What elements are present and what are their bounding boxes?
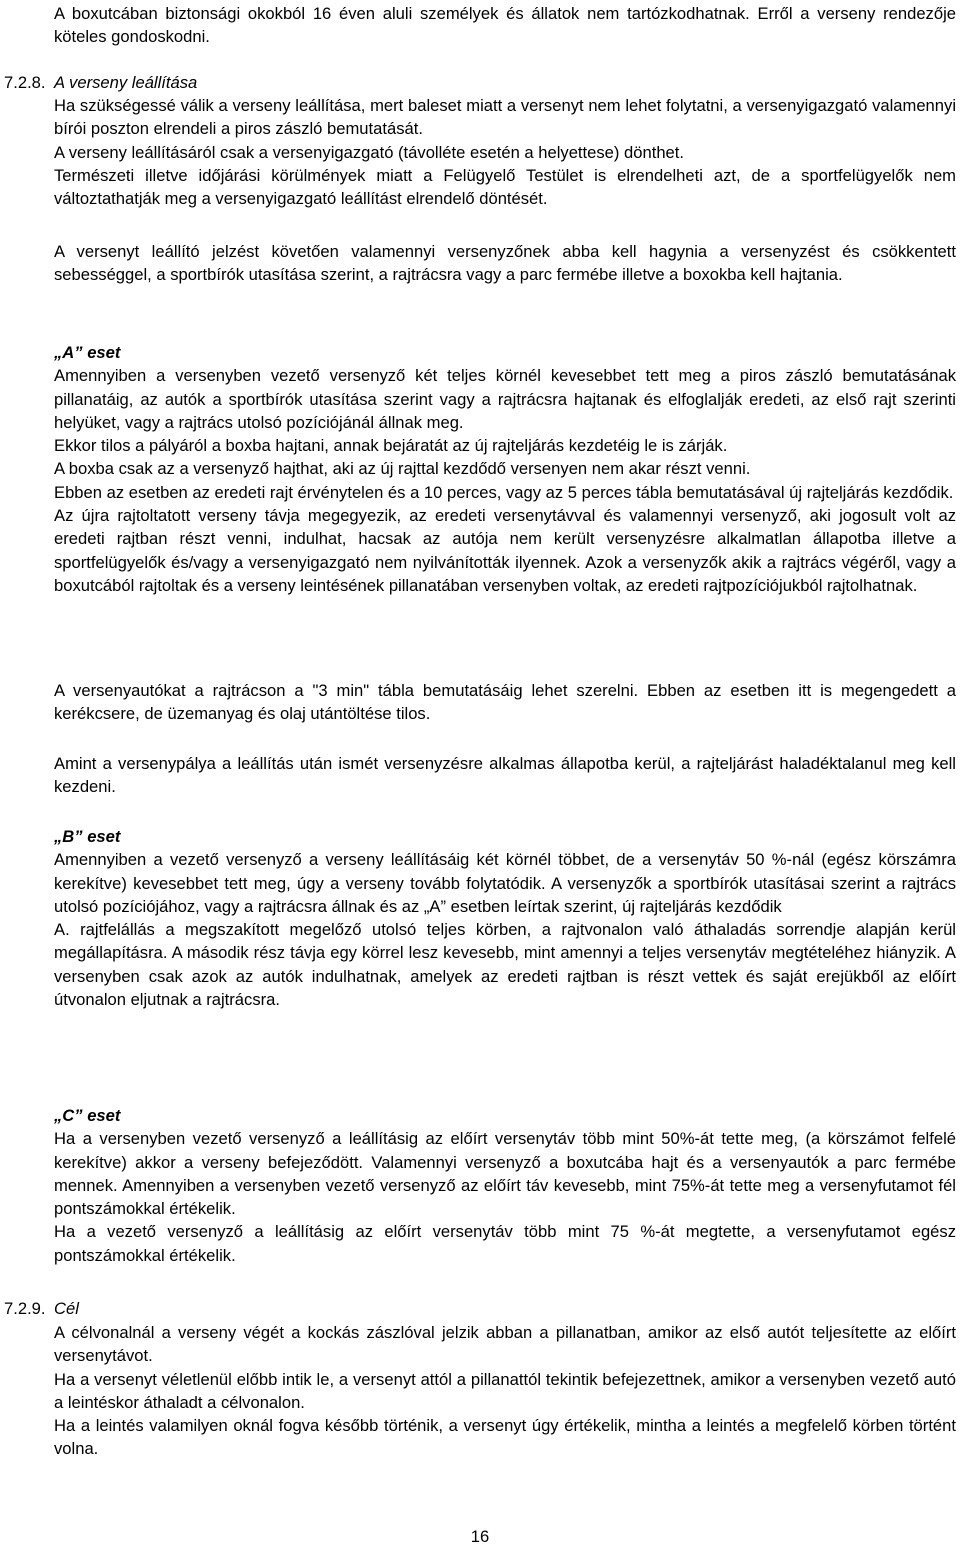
page-number: 16 <box>470 1527 490 1546</box>
case-b-title: „B” eset <box>54 827 121 846</box>
paragraph-line: Ha a leintés valamilyen oknál fogva később történik, a versenyt úgy értékelik, mintha a leintés a megfelelő körben történt volna. <box>54 1416 956 1459</box>
case-c-title: „C” eset <box>54 1106 121 1125</box>
section-728-heading <box>4 71 197 94</box>
paragraph-line: A boxba csak az a versenyző hajthat, aki az új rajttal kezdődő versenyen nem akar részt venni. <box>54 459 751 479</box>
case-c-block <box>54 1104 956 1267</box>
paragraph-line: Az újra rajtoltatott verseny távja megegyezik, az eredeti versenytávval és valamennyi versenyző, aki jogosult volt az eredeti rajtban részt venni, indulhat, hacsak az autója nem került versenyzésre alkalmatlan állapotba illetve a sportfelügyelők és/vagy a versenyigazgató nem nyilvánították ilyennek. Azok a versenyzők akik a rajtrács végéről, vagy a boxutcából rajtoltak és a verseny leintésének pillanatában versenyben voltak, az eredeti rajtpozíciójukból rajtolhatnak. <box>54 506 956 595</box>
section-729-heading <box>4 1297 79 1320</box>
section-728-para-1 <box>54 94 956 210</box>
paragraph-line: A célvonalnál a verseny végét a kockás zászlóval jelzik abban a pillanatban, amikor az első autót teljesítette az előírt versenytávot. <box>54 1323 956 1366</box>
case-a-title: „A” eset <box>54 343 121 362</box>
paragraph-line: Ebben az esetben az eredeti rajt érvénytelen és a 10 perces, vagy az 5 perces tábla bemutatásával új rajteljárás kezdődik. <box>54 482 954 502</box>
paragraph-line: A versenyt leállító jelzést követően valamennyi versenyzőnek abba kell hagynia a versenyzést és csökkentett sebességgel, a sportbírók utasítása szerint, a rajtrácsra vagy a parc fermébe illetve a boxokba kell hajtania. <box>54 242 956 285</box>
section-729-body <box>54 1321 956 1461</box>
paragraph-line: Ha a versenyt véletlenül előbb intik le, a versenyt attól a pillanattól tekintik befejezettnek, amikor a versenyben vezető autó a leintéskor áthaladt a célvonalon. <box>54 1369 956 1412</box>
case-b-block <box>54 825 956 1011</box>
intro-paragraph <box>54 2 956 49</box>
section-728-number: 7.2.8. <box>4 73 46 92</box>
paragraph-line: Amint a versenypálya a leállítás után ismét versenyzésre alkalmas állapotba kerül, a rajteljárást haladéktalanul meg kell kezdeni. <box>54 754 956 797</box>
case-a-restart-paragraph <box>54 752 956 799</box>
paragraph-line: Ha szükségessé válik a verseny leállítása, mert baleset miatt a versenyt nem lehet folytatni, a versenyigazgató valamennyi bírói poszton elrendeli a piros zászló bemutatását. <box>54 96 956 139</box>
paragraph-line: A. rajtfelállás a megszakított megelőző utolsó teljes körben, a rajtvonalon való áthaladás sorrendje alapján kerül megállapításra. A második rész távja egy körrel lesz kevesebb, mint amennyi a teljes versenytáv megtételéhez hiányzik. A versenyben csak azok az autók indulhatnak, amelyek az eredeti rajtban is részt vettek és saját erejükből az előírt útvonalon eljutnak a rajtrácsra. <box>54 920 956 1010</box>
intro-text: A boxutcában biztonsági okokból 16 éven aluli személyek és állatok nem tartózkodhatnak. Erről a verseny rendezője köteles gondoskodni. <box>54 4 956 47</box>
paragraph-line: Amennyiben a versenyben vezető versenyző két teljes körnél kevesebbet tett meg a piros zászló bemutatásának pillanatáig, az autók a sportbírók utasítása szerint vagy a rajtrácsra hajtanak és elfoglalják eredeti, az első rajt szerinti helyüket, vagy a rajtrács utolsó pozíciójánál állnak meg. <box>54 366 956 432</box>
paragraph-line: A verseny leállításáról csak a versenyigazgató (távolléte esetén a helyettese) dönthet. <box>54 142 685 162</box>
section-728-para-2 <box>54 240 956 287</box>
section-729-number: 7.2.9. <box>4 1299 46 1318</box>
paragraph-line: Természeti illetve időjárási körülmények miatt a Felügyelő Testület is elrendelheti azt, de a sportfelügyelők nem változtathatják meg a versenyigazgató leállítást elrendelő döntését. <box>54 165 956 209</box>
paragraph-line: A versenyautókat a rajtrácson a "3 min" tábla bemutatásáig lehet szerelni. Ebben az esetben itt is megengedett a kerékcsere, de üzemanyag és olaj utántöltése tilos. <box>54 681 956 724</box>
section-728-title: A verseny leállítása <box>54 73 198 92</box>
paragraph-line: Ha a vezető versenyző a leállításig az előírt versenytáv több mint 75 %-át megtette, a versenyfutamot egész pontszámokkal értékelik. <box>54 1222 956 1265</box>
case-a-setup-paragraph <box>54 679 956 726</box>
paragraph-line: Amennyiben a vezető versenyző a verseny leállításáig két körnél többet, de a versenytáv 50 %-nál (egész körszámra kerekítve) kevesebbet tett meg, úgy a verseny tovább folytatódik. A versenyzők a sportbírók utasításai szerint a rajtrács utolsó pozíciójához, vagy a rajtrácsra állnak és az „A” esetben leírtak szerint, új rajteljárás kezdődik <box>54 850 956 916</box>
case-a-block <box>54 341 956 597</box>
paragraph-line: Ekkor tilos a pályáról a boxba hajtani, annak bejáratát az új rajteljárás kezdetéig le is zárják. <box>54 436 728 456</box>
paragraph-line: Ha a versenyben vezető versenyző a leállításig az előírt versenytáv több mint 50%-át tette meg, (a körszámot felfelé kerekítve) akkor a verseny befejeződött. Valamennyi versenyző a boxutcába hajt és a versenyautók a parc fermébe mennek. Amennyiben a versenyben vezető versenyző az előírt táv kevesebb, mint 75%-át tette meg a versenyfutamot fél pontszámokkal értékelik. <box>54 1129 956 1219</box>
section-729-title: Cél <box>54 1299 79 1318</box>
